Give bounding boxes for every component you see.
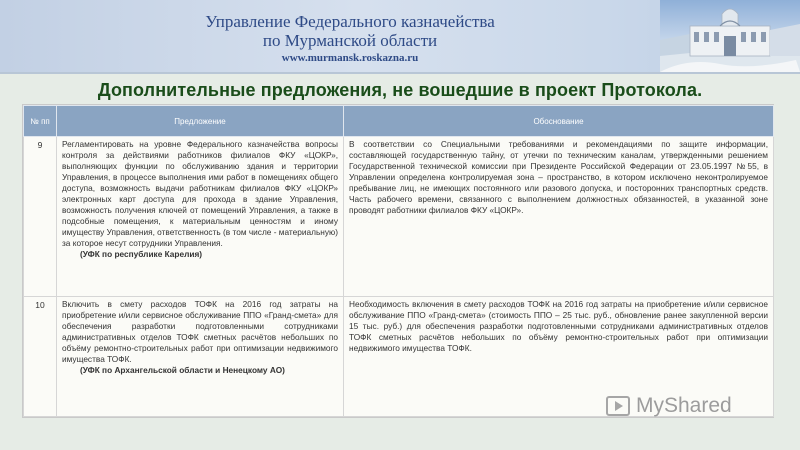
justification-cell: Необходимость включения в смету расходов ТОФК на 2016 год затраты на приобретение и/или сервисное обслуживание ППО «Гранд-смета» (стоимость ППО – 25 тыс. руб., обновление ранее закупленной версии 15 тыс. руб.) для обеспечения разработки подготовленными сотрудниками административных отделов ТОФК сметных расчётов небольших по объёму ремонтно-строительных работ при оптимизации недвижимого имущества ТОФК. [344, 297, 774, 417]
justification-cell: В соответствии со Специальными требованиями и рекомендациями по защите информации, составляющей государственную тайну, от утечки по техническим каналам, утвержденными решением Государственной технической комиссии при Президенте Российской Федерации от 23.05.1997 №55, в Управлении определена контролируемая зона – пространство, в котором исключено неконтролируемое пребывание лиц, не имеющих постоянного или разового допуска, и посторонних транспортных средств. Часть рабочего времени, связанного с выполнением должностных обязанностей, в указанной зоне проводят работники филиалов ФКУ «ЦОКР». [344, 137, 774, 297]
slide-title: Дополнительные предложения, не вошедшие в проект Протокола. [97, 80, 703, 100]
org-line-1: Управление Федерального казначейства [205, 12, 495, 31]
proposal-cell [57, 137, 344, 297]
row-number: 10 [24, 297, 57, 417]
proposal-cell [57, 297, 344, 417]
play-icon [606, 396, 630, 416]
table-header-row [24, 106, 774, 137]
proposals-table [22, 104, 774, 418]
proposal-source: (УФК по Архангельской области и Ненецкому АО) [80, 365, 285, 375]
column-header-proposal: Предложение [57, 106, 344, 137]
building-photo [660, 0, 800, 72]
watermark-text: MyShared [636, 394, 732, 417]
column-header-number: № пп [24, 106, 57, 137]
proposal-text: Регламентировать на уровне Федерального казначейства вопросы контроля за действиями работников филиалов ФКУ «ЦОКР», выполняющих функции по обслуживанию здания и территории Управления, в процессе выполнения ими работ в помещениях общего доступа, возможность выдачи работникам филиалов ФКУ «ЦОКР» электронных карт доступа для прохода в здание Управления, возможность получения ключей от помещений Управления, а также в подсобные помещения, к материальным ценностям и иному имуществу Управления, ответственность (в том числе - материальную) за которое несут сотрудники Управления. [62, 139, 338, 248]
org-line-2: по Мурманской области [262, 31, 438, 50]
proposal-source: (УФК по республике Карелия) [80, 249, 203, 259]
proposal-text: Включить в смету расходов ТОФК на 2016 год затраты на приобретение и/или сервисное обслуживание ППО «Гранд-смета» для обеспечения разработки подготовленными сотрудниками административных отделов ТОФК сметных расчётов небольших по объёму ремонтно-строительных работ при оптимизации недвижимого имущества ТОФК. [62, 299, 338, 364]
watermark-logo [606, 394, 766, 418]
column-header-justification: Обоснование [344, 106, 774, 137]
row-number: 9 [24, 137, 57, 297]
header-banner [0, 0, 800, 74]
organization-name [180, 12, 520, 64]
table-row [24, 137, 774, 297]
org-url: www.murmansk.roskazna.ru [281, 52, 419, 64]
